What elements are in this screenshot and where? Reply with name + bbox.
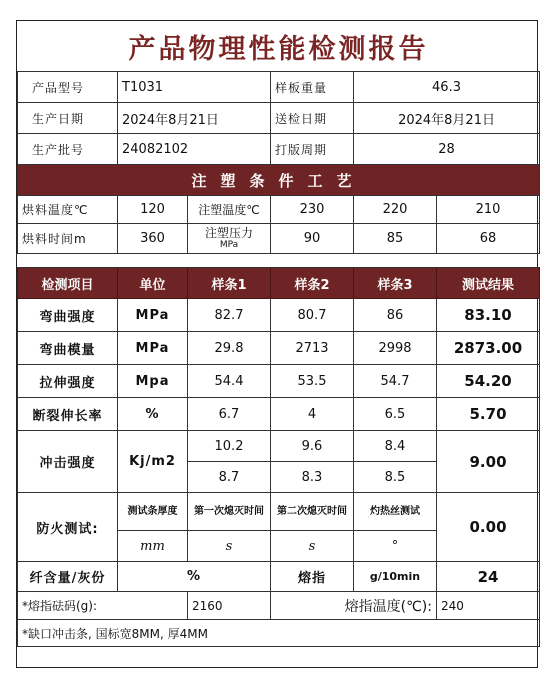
impact-result: 9.00: [437, 431, 540, 493]
fire-result: 0.00: [437, 493, 540, 562]
weight-value: 46.3: [354, 72, 540, 103]
tensile-s1: 54.4: [188, 365, 271, 398]
inj-press-1: 90: [271, 224, 354, 254]
header-result: 测试结果: [437, 268, 540, 299]
fire-label: 防火测试:: [18, 493, 118, 562]
flex-strength-label: 弯曲强度: [18, 299, 118, 332]
fire-unit-mm: mm: [118, 531, 188, 562]
fire-glow-header: 灼热丝测试: [354, 493, 437, 531]
date-label: 生产日期: [18, 103, 118, 134]
dry-temp-value: 120: [118, 196, 188, 224]
fire-first-header: 第一次熄灭时间: [188, 493, 271, 531]
elongation-s3: 6.5: [354, 398, 437, 431]
report-title: 产品物理性能检测报告: [18, 21, 540, 72]
tensile-s2: 53.5: [271, 365, 354, 398]
cycle-value: 28: [354, 134, 540, 165]
dry-temp-label: 烘料温度℃: [18, 196, 118, 224]
inj-temp-label: 注塑温度℃: [188, 196, 271, 224]
elongation-label: 断裂伸长率: [18, 398, 118, 431]
flex-modulus-s1: 29.8: [188, 332, 271, 365]
flex-modulus-label: 弯曲模量: [18, 332, 118, 365]
flex-modulus-unit: MPa: [118, 332, 188, 365]
inj-temp-3: 210: [437, 196, 540, 224]
weight-label: 样板重量: [271, 72, 354, 103]
flex-modulus-s2: 2713: [271, 332, 354, 365]
tensile-s3: 54.7: [354, 365, 437, 398]
model-value: T1031: [118, 72, 271, 103]
fiber-value: 24: [437, 562, 540, 592]
elongation-result: 5.70: [437, 398, 540, 431]
melt-label: 熔指: [271, 562, 354, 592]
header-sample1: 样条1: [188, 268, 271, 299]
melt-temp-value: 240: [437, 592, 540, 620]
fire-second-header: 第二次熄灭时间: [271, 493, 354, 531]
report-sheet: [16, 20, 538, 668]
elongation-unit: %: [118, 398, 188, 431]
flex-strength-s1: 82.7: [188, 299, 271, 332]
batch-value: 24082102: [118, 134, 271, 165]
impact-r2-s3: 8.5: [354, 462, 437, 493]
fire-thickness-header: 测试条厚度: [118, 493, 188, 531]
impact-label: 冲击强度: [18, 431, 118, 493]
spacer-row: [18, 254, 540, 268]
impact-r2-s1: 8.7: [188, 462, 271, 493]
flex-strength-unit: MPa: [118, 299, 188, 332]
inj-temp-2: 220: [354, 196, 437, 224]
header-unit: 单位: [118, 268, 188, 299]
elongation-s1: 6.7: [188, 398, 271, 431]
elongation-s2: 4: [271, 398, 354, 431]
tensile-unit: Mpa: [118, 365, 188, 398]
fiber-label: 纤含量/灰份: [18, 562, 118, 592]
impact-r1-s1: 10.2: [188, 431, 271, 462]
flex-strength-result: 83.10: [437, 299, 540, 332]
report-table: [17, 21, 540, 647]
date-value: 2024年8月21日: [118, 103, 271, 134]
fire-unit-s2: s: [271, 531, 354, 562]
batch-label: 生产批号: [18, 134, 118, 165]
impact-r1-s3: 8.4: [354, 431, 437, 462]
flex-strength-s3: 86: [354, 299, 437, 332]
impact-r2-s2: 8.3: [271, 462, 354, 493]
send-value: 2024年8月21日: [354, 103, 540, 134]
inj-press-2: 85: [354, 224, 437, 254]
flex-strength-s2: 80.7: [271, 299, 354, 332]
send-label: 送检日期: [271, 103, 354, 134]
melt-temp-label: 熔指温度(℃):: [271, 592, 437, 620]
inj-press-3: 68: [437, 224, 540, 254]
impact-r1-s2: 9.6: [271, 431, 354, 462]
fire-unit-degree: °: [354, 531, 437, 562]
melt-weight-label: *熔指砝码(g):: [18, 592, 188, 620]
inj-temp-1: 230: [271, 196, 354, 224]
dry-time-value: 360: [118, 224, 188, 254]
fire-unit-s1: s: [188, 531, 271, 562]
fiber-unit: %: [118, 562, 271, 592]
inj-press-label: 注塑压力: [204, 226, 253, 240]
model-label: 产品型号: [18, 72, 118, 103]
impact-unit: Kj/m2: [118, 431, 188, 493]
inj-press-unit: MPa: [219, 240, 239, 250]
flex-modulus-result: 2873.00: [437, 332, 540, 365]
inj-press-cell: [188, 224, 271, 254]
process-header: 注塑条件工艺: [18, 165, 540, 196]
footer-note: *缺口冲击条, 国标宽8MM, 厚4MM: [18, 620, 540, 647]
melt-weight-value: 2160: [188, 592, 271, 620]
header-sample2: 样条2: [271, 268, 354, 299]
header-sample3: 样条3: [354, 268, 437, 299]
tensile-label: 拉伸强度: [18, 365, 118, 398]
dry-time-label: 烘料时间m: [18, 224, 118, 254]
tensile-result: 54.20: [437, 365, 540, 398]
melt-unit: g/10min: [354, 562, 437, 592]
flex-modulus-s3: 2998: [354, 332, 437, 365]
cycle-label: 打版周期: [271, 134, 354, 165]
header-item: 检测项目: [18, 268, 118, 299]
